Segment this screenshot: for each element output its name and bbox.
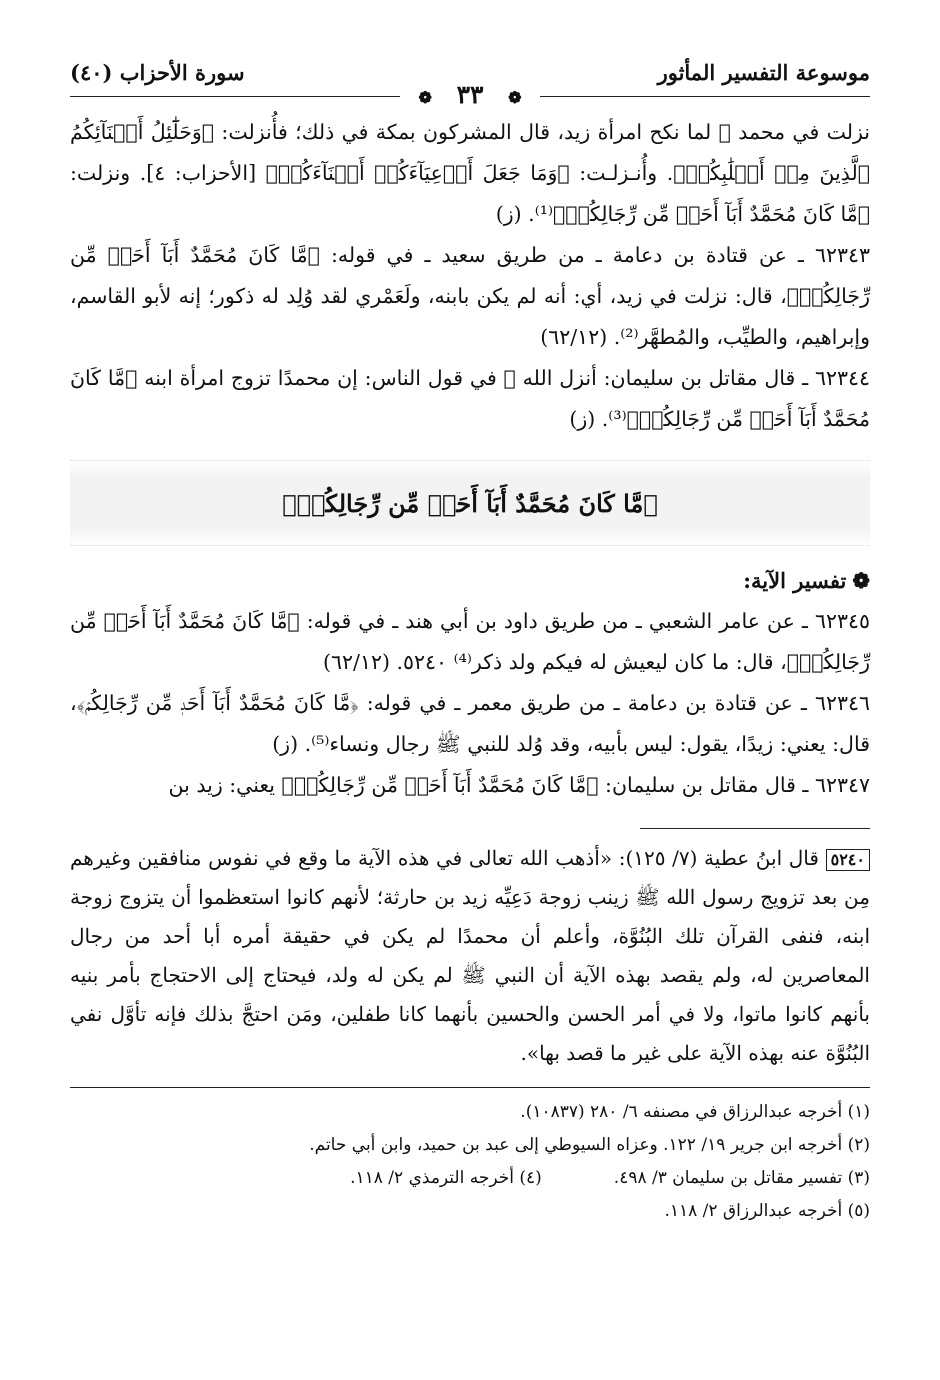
book-title: موسوعة التفسير المأثور bbox=[657, 60, 870, 85]
section-title bbox=[70, 560, 870, 601]
paragraph: ٦٢٣٤٣ ـ عن قتادة بن دعامة ـ من طريق سعيد ـ في قوله: ﴿مَّا كَانَ مُحَمَّدٌ أَبَآ أَحَدٖ مِّن رِّجَالِكُمۡ﴾، قال: نزلت في زيد، أي: أنه لم يكن بابنه، ولَعَمْري لقد وُلِد له ذكور؛ إنه لأبو القاسم، وإبراهيم، والطيِّب، والمُطهَّر⁽²⁾. (٦٢/١٢) bbox=[70, 243, 870, 349]
footnote: (١) أخرجه عبدالرزاق في مصنفه ٦/ ٢٨٠ (١٠٨٣٧). bbox=[520, 1102, 870, 1122]
commentary-note bbox=[70, 839, 870, 1073]
section-title-text: تفسير الآية: bbox=[743, 568, 847, 593]
note-text: قال ابنُ عطية (٧/ ١٢٥): «أذهب الله تعالى في هذه الآية ما وقع في نفوس منافقين وغيرهم مِن بعد تزويج رسول الله ﷺ زينب زوجة دَعِيِّه زيد بن حارثة؛ لأنهم كانوا استعظموا أن يتزوج زوجة ابنه، فنفى القرآن تلك البُنُوَّة، وأعلم أن محمدًا لم يكن في حقيقة أمره أبا أحد من رجال المعاصرين له، ولم يقصد بهذه الآية أن النبي ﷺ لم يكن له ولد، فيحتاج إلى الاحتجاج بأمر بنيه بأنهم كانوا ماتوا، ولا في أمر الحسن والحسين بأنهما كانا طفلين، ومَن احتجَّ بذلك فإنه تأوَّل نفي البُنُوَّة عنه بهذه الآية على غير ما قصد بها». bbox=[70, 846, 870, 1065]
banner-ayah: ﴿مَّا كَانَ مُحَمَّدٌ أَبَآ أَحَدٖ مِّن رِّجَالِكُمۡ﴾ bbox=[282, 489, 658, 518]
page-number: ٣٣ bbox=[456, 80, 484, 109]
footnote-row bbox=[70, 1162, 870, 1195]
ayah-banner bbox=[70, 460, 870, 546]
footnotes bbox=[70, 1096, 870, 1228]
note-separator bbox=[640, 828, 870, 829]
ornament-icon: ❁ bbox=[508, 88, 522, 107]
document-page bbox=[70, 60, 870, 1228]
footnote: (٢) أخرجه ابن جرير ١٩/ ١٢٢. وعزاه السيوطي إلى عبد بن حميد، وابن أبي حاتم. bbox=[309, 1135, 870, 1155]
footnote: (٥) أخرجه عبدالرزاق ٢/ ١١٨. bbox=[664, 1201, 870, 1221]
note-number-box: ٥٢٤٠ bbox=[826, 849, 870, 871]
footnote: (٤) أخرجه الترمذي ٢/ ١١٨. bbox=[350, 1168, 542, 1188]
flower-icon: ❁ bbox=[852, 568, 870, 593]
paragraph: ٦٢٣٤٧ ـ قال مقاتل بن سليمان: ﴿مَّا كَانَ مُحَمَّدٌ أَبَآ أَحَدٖ مِّن رِّجَالِكُمۡ﴾ يعني: زيد بن bbox=[168, 773, 870, 797]
page-header bbox=[70, 60, 870, 109]
paragraph: ٦٢٣٤٤ ـ قال مقاتل بن سليمان: أنزل الله ﷻ في قول الناس: إن محمدًا تزوج امرأة ابنه ﴿مَّا كَانَ مُحَمَّدٌ أَبَآ أَحَدٖ مِّن رِّجَالِكُمۡ﴾⁽³⁾. (ز) bbox=[70, 366, 870, 431]
paragraph: ٦٢٣٤٥ ـ عن عامر الشعبي ـ من طريق داود بن أبي هند ـ في قوله: ﴿مَّا كَانَ مُحَمَّدٌ أَبَآ أَحَدٖ مِّن رِّجَالِكُمۡ﴾، قال: ما كان ليعيش له فيكم ولد ذكر⁽⁴⁾ ٥٢٤٠. (٦٢/١٢) bbox=[70, 609, 870, 674]
footnote: (٣) تفسير مقاتل بن سليمان ٣/ ٤٩٨. bbox=[613, 1168, 870, 1188]
paragraph: نزلت في محمد ﷺ لما نكح امرأة زيد، قال المشركون بمكة في ذلك؛ فأُنزلت: ﴿وَحَلَٰٓئِلُ أَبۡنَآئِكُمُ ٱلَّذِينَ مِنۡ أَصۡلَٰبِكُمۡ﴾. وأُنـزلـت: ﴿وَمَا جَعَلَ أَدۡعِيَآءَكُمۡ أَبۡنَآءَكُمۡ﴾ [الأحزاب: ٤]. ونزلت: ﴿مَّا كَانَ مُحَمَّدٌ أَبَآ أَحَدٖ مِّن رِّجَالِكُمۡ﴾⁽¹⁾. (ز) bbox=[70, 120, 870, 226]
ornament-icon: ❁ bbox=[418, 88, 432, 107]
main-text bbox=[70, 112, 870, 806]
paragraph: ٦٢٣٤٦ ـ عن قتادة بن دعامة ـ من طريق معمر ـ في قوله: ﴿مَّا كَانَ مُحَمَّدٌ أَبَآ أَحَدٖ مِّن رِّجَالِكُمۡ﴾، قال: يعني: زيدًا، يقول: ليس بأبيه، وقد وُلد للنبي ﷺ رجال ونساء⁽⁵⁾. (ز) bbox=[70, 691, 870, 756]
footnote-separator bbox=[70, 1087, 870, 1088]
surah-label: سورة الأحزاب (٤٠) bbox=[70, 60, 245, 85]
page-number-row bbox=[70, 80, 870, 109]
